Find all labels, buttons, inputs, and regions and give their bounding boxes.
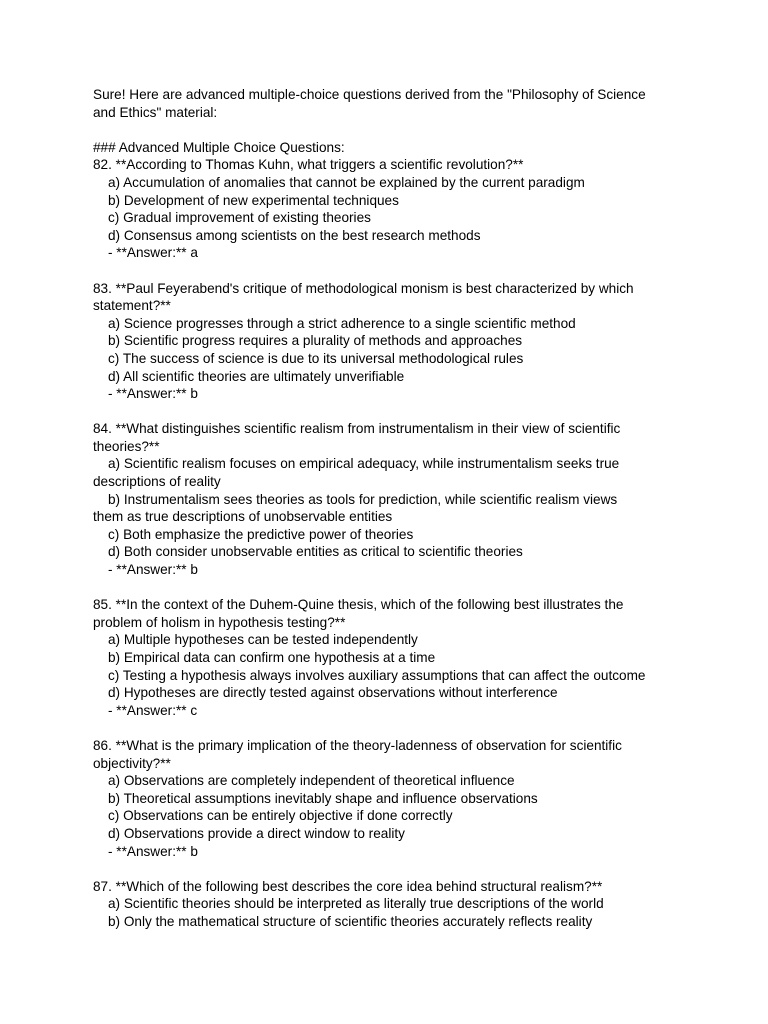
answer-option: c) Observations can be entirely objective if done correctly (108, 808, 453, 824)
spacer (93, 579, 683, 597)
question-text: 83. **Paul Feyerabend's critique of methodological monism is best characterized by which (93, 280, 634, 296)
question-text: objectivity?** (93, 755, 171, 771)
question-block (93, 280, 683, 403)
answer-option: b) Only the mathematical structure of scientific theories accurately reflects reality (108, 913, 593, 929)
answer-option: a) Accumulation of anomalies that cannot be explained by the current paradigm (108, 174, 585, 190)
intro-line: Sure! Here are advanced multiple-choice questions derived from the "Philosophy of Science (93, 87, 646, 102)
question-block (93, 156, 683, 262)
answer-option: d) Both consider unobservable entities as critical to scientific theories (108, 544, 523, 560)
answer-option: a) Observations are completely independent of theoretical influence (108, 773, 515, 789)
spacer (93, 860, 683, 878)
question-text: theories?** (93, 438, 160, 454)
answer-option: a) Multiple hypotheses can be tested independently (108, 632, 418, 648)
question-list (93, 156, 683, 930)
answer-option: d) All scientific theories are ultimately unverifiable (108, 368, 405, 384)
answer-option: d) Consensus among scientists on the best research methods (108, 227, 481, 243)
answer-option: a) Scientific theories should be interpreted as literally true descriptions of the world (108, 896, 604, 912)
question-text: 84. **What distinguishes scientific realism from instrumentalism in their view of scientific (93, 421, 621, 437)
answer-option: a) Science progresses through a strict adherence to a single scientific method (108, 315, 576, 331)
document-body (93, 86, 683, 931)
answer-key: - **Answer:** a (108, 245, 198, 261)
answer-option: b) Scientific progress requires a plurality of methods and approaches (108, 333, 523, 349)
question-text: 85. **In the context of the Duhem-Quine thesis, which of the following best illustrates the (93, 597, 624, 613)
answer-key: - **Answer:** c (108, 702, 198, 718)
answer-option: b) Empirical data can confirm one hypothesis at a time (108, 650, 436, 665)
answer-option: d) Observations provide a direct window to reality (108, 825, 405, 841)
question-text: statement?** (93, 298, 171, 314)
question-block (93, 737, 683, 860)
section-heading: ### Advanced Multiple Choice Questions: (93, 139, 345, 155)
answer-option: b) Instrumentalism sees theories as tools for prediction, while scientific realism views (108, 491, 618, 507)
question-text: 87. **Which of the following best describes the core idea behind structural realism?** (93, 878, 603, 894)
spacer (93, 403, 683, 421)
answer-option: c) Gradual improvement of existing theories (108, 210, 371, 226)
spacer (93, 121, 683, 139)
question-block (93, 878, 683, 931)
spacer (93, 719, 683, 737)
answer-option: b) Development of new experimental techniques (108, 192, 399, 208)
question-text: 82. **According to Thomas Kuhn, what triggers a scientific revolution?** (93, 157, 524, 173)
answer-key: - **Answer:** b (108, 843, 198, 859)
answer-option: d) Hypotheses are directly tested against observations without interference (108, 685, 558, 701)
intro-line: and Ethics" material: (93, 104, 218, 120)
spacer (93, 262, 683, 280)
answer-option: c) Both emphasize the predictive power of theories (108, 526, 414, 542)
answer-key: - **Answer:** b (108, 386, 198, 402)
answer-option: b) Theoretical assumptions inevitably shape and influence observations (108, 790, 538, 806)
question-block (93, 420, 683, 578)
answer-option: a) Scientific realism focuses on empirical adequacy, while instrumentalism seeks true (108, 456, 620, 472)
answer-option: c) Testing a hypothesis always involves auxiliary assumptions that can affect the outcome (108, 667, 646, 683)
question-block (93, 596, 683, 719)
question-text: 86. **What is the primary implication of the theory-ladenness of observation for scientific (93, 737, 622, 753)
answer-option: c) The success of science is due to its universal methodological rules (108, 350, 524, 366)
answer-option: descriptions of reality (93, 474, 221, 490)
question-text: problem of holism in hypothesis testing?** (93, 614, 346, 630)
answer-key: - **Answer:** b (108, 562, 198, 578)
answer-option: them as true descriptions of unobservable entities (93, 509, 393, 525)
